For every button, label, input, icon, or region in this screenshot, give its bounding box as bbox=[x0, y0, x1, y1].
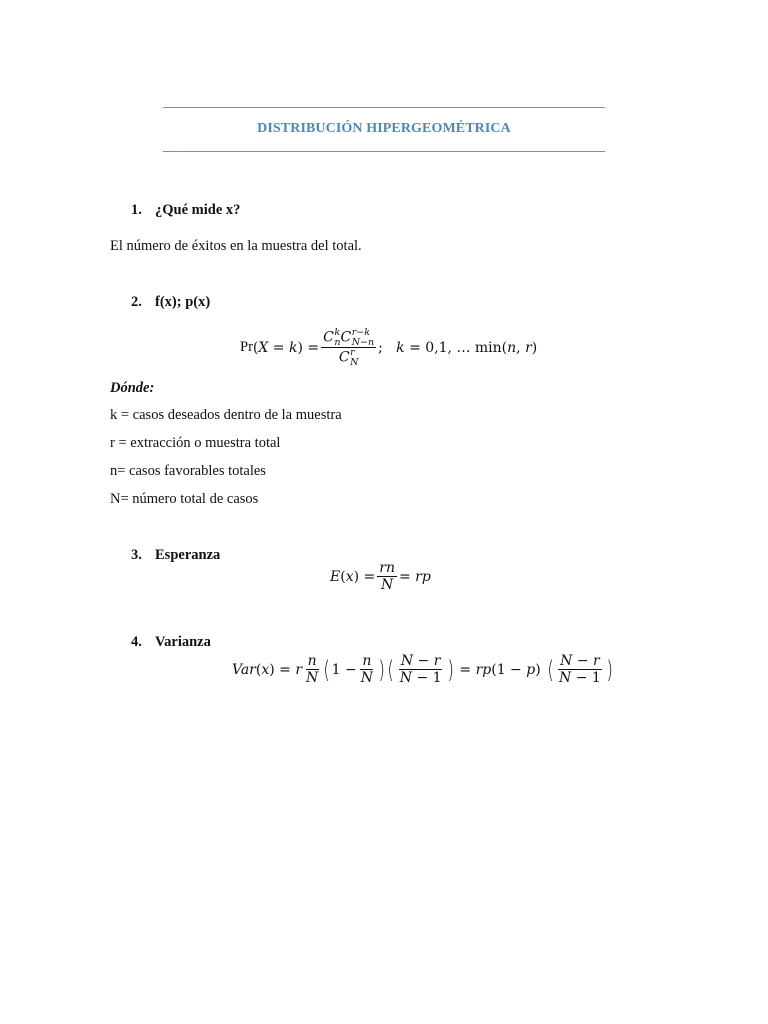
definition-n: n= casos favorables totales bbox=[110, 463, 266, 479]
section-number: 2. bbox=[131, 294, 142, 310]
section-title: f(x); p(x) bbox=[155, 294, 211, 310]
definition-r: r = extracción o muestra total bbox=[110, 435, 281, 451]
expectation-formula: E ( x ) = $\frac{rn}{N}$ = rp bbox=[330, 560, 431, 594]
section-heading-4 bbox=[131, 634, 211, 651]
definition-N: N= número total de casos bbox=[110, 491, 259, 507]
section-heading-2 bbox=[131, 294, 210, 311]
pmf-formula: Pr ( X = k ) = C k n C r−k N−n C r N ; k = 0,1, … min( n , r ) bbox=[240, 327, 538, 368]
donde-label: Dónde: bbox=[110, 380, 155, 396]
definition-k: k = casos deseados dentro de la muestra bbox=[110, 407, 342, 423]
q1-answer: El número de éxitos en la muestra del total. bbox=[110, 238, 362, 254]
title-top-rule bbox=[163, 107, 605, 108]
page-title: DISTRIBUCIÓN HIPERGEOMÉTRICA bbox=[257, 121, 511, 136]
section-number: 3. bbox=[131, 547, 142, 563]
section-heading-1 bbox=[131, 202, 240, 219]
variance-formula: Var ( x ) = r $\frac{n}{N}$ ( 1 − $\frac{n}{N}$ ) ( $\frac{N - r}{N - 1}$ ) = rp (1 − p ) ( $\frac{N - r}{N - 1}$ ) bbox=[232, 653, 613, 687]
section-heading-3 bbox=[131, 547, 220, 564]
title-bottom-rule bbox=[163, 151, 605, 152]
section-title: Esperanza bbox=[155, 547, 221, 563]
section-number: 1. bbox=[131, 202, 142, 218]
section-number: 4. bbox=[131, 634, 142, 650]
section-title: Varianza bbox=[155, 634, 211, 650]
section-title: ¿Qué mide x? bbox=[155, 202, 241, 218]
